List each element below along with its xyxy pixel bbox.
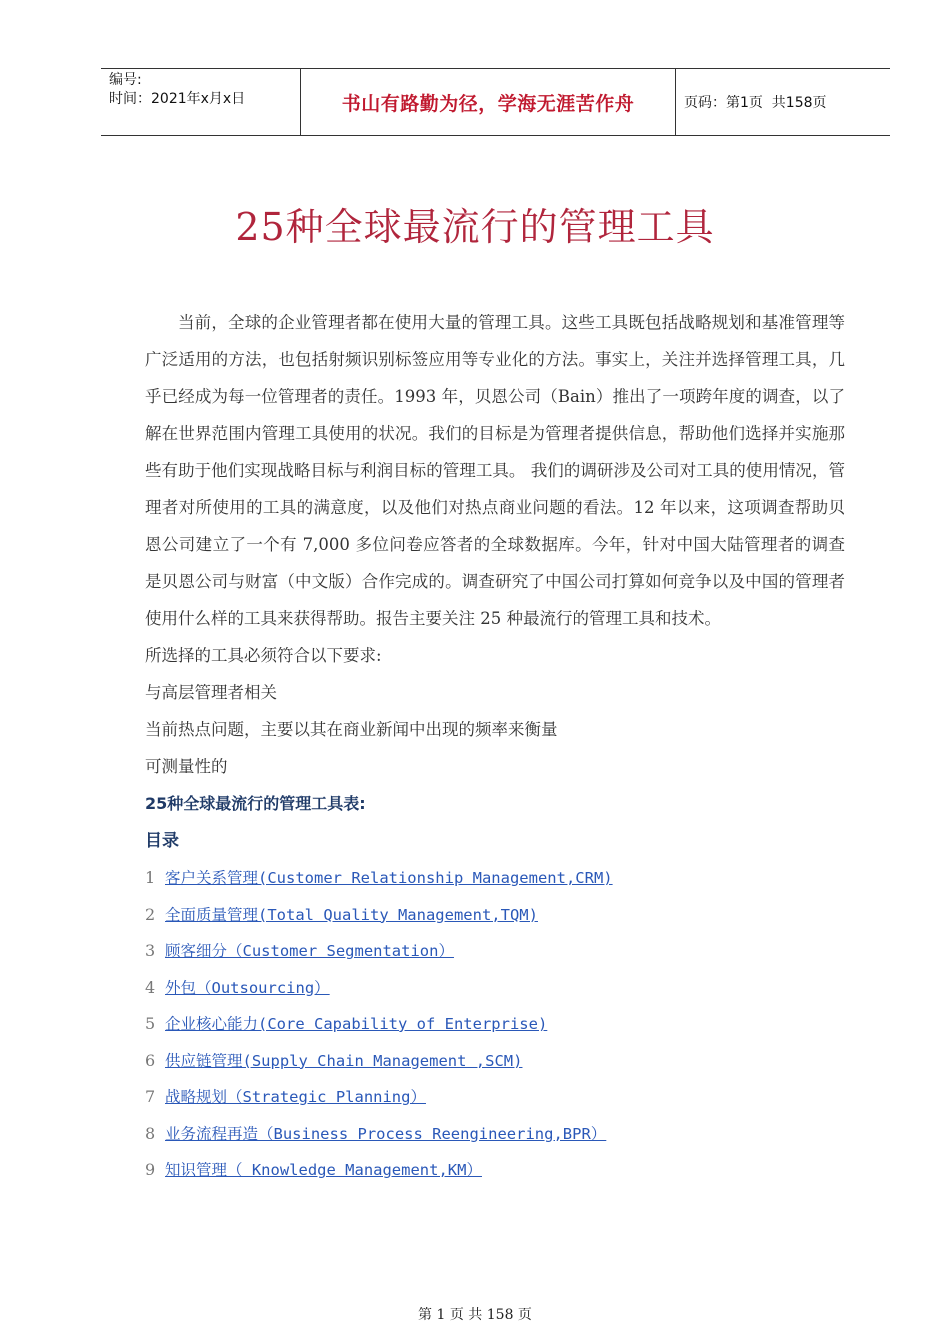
- toc-number: 7: [145, 1087, 156, 1106]
- toc-number: 4: [145, 977, 156, 997]
- toc-number: 9: [145, 1160, 156, 1179]
- document-title: 25种全球最流行的管理工具: [235, 205, 715, 249]
- toc-number: 5: [145, 1014, 156, 1033]
- toc-link[interactable]: 知识管理（ Knowledge Management,KM）: [165, 1161, 482, 1179]
- toc-number: 3: [145, 941, 156, 960]
- toc-item: [145, 1152, 845, 1189]
- toc-link[interactable]: 顾客细分（Customer Segmentation）: [165, 942, 454, 960]
- header-meta: [101, 69, 301, 135]
- time-label: 时间：2021年x月x日: [109, 91, 246, 107]
- page-info-text: 页码：第1页 共158页: [684, 95, 827, 111]
- toc-item: [145, 933, 845, 970]
- toc-number: 1: [145, 868, 156, 887]
- toc-item: [145, 1043, 845, 1080]
- toc-item: [145, 1116, 845, 1153]
- toc-link[interactable]: 业务流程再造（Business Process Reengineering,BPR）: [165, 1124, 607, 1143]
- toc-number: 2: [145, 904, 156, 924]
- page-header: [101, 68, 890, 136]
- requirement-line: 所选择的工具必须符合以下要求:: [145, 646, 382, 665]
- table-heading: 25种全球最流行的管理工具表:: [145, 794, 366, 813]
- requirement-line: 与高层管理者相关: [145, 683, 277, 702]
- toc-link[interactable]: 客户关系管理(Customer Relationship Management,CRM): [165, 869, 613, 887]
- toc-item: [145, 1079, 845, 1116]
- requirement-line: 可测量性的: [145, 757, 228, 776]
- toc-link[interactable]: 供应链管理(Supply Chain Management ,SCM): [165, 1051, 523, 1070]
- toc-heading: 目录: [145, 831, 179, 851]
- table-of-contents: [145, 860, 845, 1189]
- toc-number: 6: [145, 1050, 156, 1070]
- intro-paragraph: 当前，全球的企业管理者都在使用大量的管理工具。这些工具既包括战略规划和基准管理等广泛适用的方法，也包括射频识别标签应用等专业化的方法。事实上，关注并选择管理工具，几乎已经成为每一位管理者的责任。1993 年，贝恩公司（Bain）推出了一项跨年度的调查，以了解在世界范围内管理工具使用的状况。我们的目标是为管理者提供信息，帮助他们选择并实施那些有助于他们实现战略目标与利润目标的管理工具。 我们的调研涉及公司对工具的使用情况，管理者对所使用的工具的满意度，以及他们对热点商业问题的看法。12 年以来，这项调查帮助贝恩公司建立了一个有 7,000 多位问卷应答者的全球数据库。今年，针对中国大陆管理者的调查是贝恩公司与财富（中文版）合作完成的。调查研究了中国公司打算如何竞争以及中国的管理者使用什么样的工具来获得帮助。报告主要关注 25 种最流行的管理工具和技术。: [145, 313, 845, 628]
- toc-item: [145, 860, 845, 897]
- toc-link[interactable]: 外包（Outsourcing）: [165, 978, 330, 997]
- header-motto: 书山有路勤为径，学海无涯苦作舟: [301, 69, 676, 135]
- number-label: 编号:: [109, 72, 142, 88]
- toc-link[interactable]: 战略规划（Strategic Planning）: [165, 1088, 426, 1106]
- toc-item: [145, 897, 845, 934]
- page-footer: 第 1 页 共 158 页: [418, 1307, 532, 1323]
- toc-link[interactable]: 企业核心能力(Core Capability of Enterprise): [165, 1015, 548, 1033]
- requirement-line: 当前热点问题，主要以其在商业新闻中出现的频率来衡量: [145, 720, 558, 739]
- toc-number: 8: [145, 1123, 156, 1143]
- document-body: [145, 304, 845, 1189]
- toc-link[interactable]: 全面质量管理(Total Quality Management,TQM): [165, 905, 538, 924]
- toc-item: [145, 1006, 845, 1043]
- header-page-info: [676, 69, 890, 135]
- toc-item: [145, 970, 845, 1007]
